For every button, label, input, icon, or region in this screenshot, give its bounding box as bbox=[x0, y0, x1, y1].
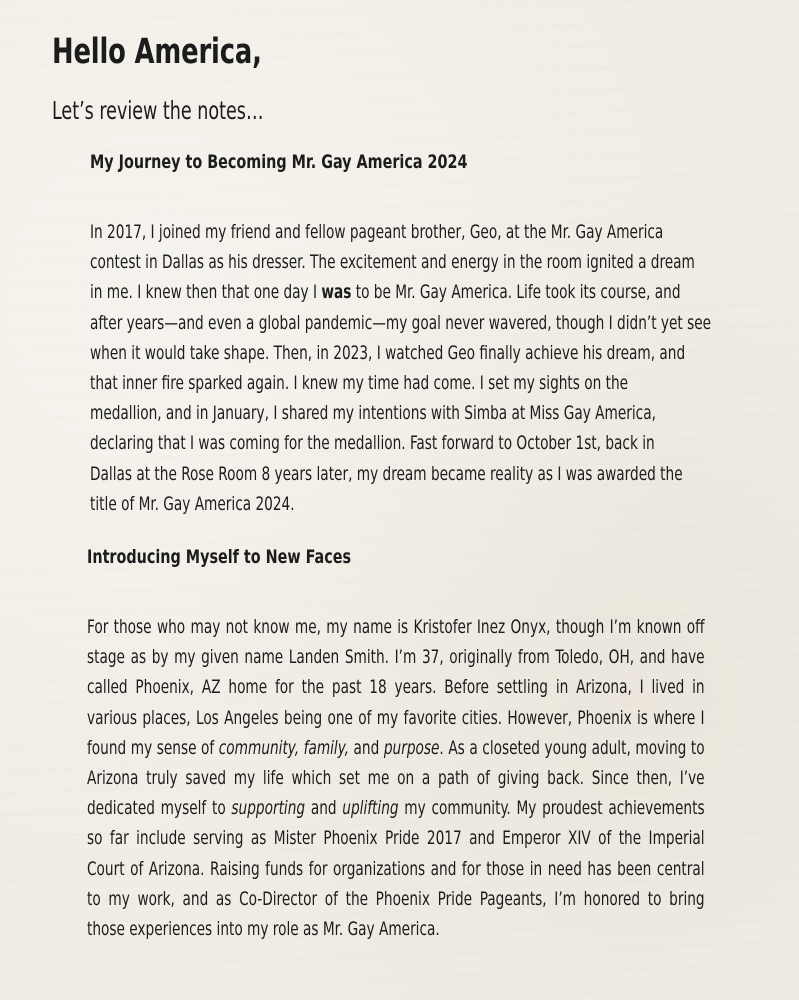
body-line: For those who may not know me, my name is Kristofer Inez Onyx, though I’m known off bbox=[87, 616, 705, 638]
body-line: when it would take shape. Then, in 2023, I watched Geo finally achieve his dream, and bbox=[90, 341, 686, 364]
section-heading-journey: My Journey to Becoming Mr. Gay America 2024 bbox=[90, 151, 468, 173]
body-line: various places, Los Angeles being one of my favorite cities. However, Phoenix is where I bbox=[87, 706, 705, 729]
section-body-introduction bbox=[87, 612, 705, 944]
emphasis-purpose: purpose bbox=[383, 736, 440, 759]
body-line: medallion, and in January, I shared my intentions with Simba at Miss Gay America, bbox=[90, 402, 656, 425]
greeting-heading: Hello America, bbox=[52, 32, 262, 72]
section-introduction bbox=[87, 546, 707, 944]
body-line: stage as by my given name Landen Smith. I’m 37, originally from Toledo, OH, and have bbox=[87, 646, 705, 669]
section-body-journey bbox=[90, 217, 722, 519]
body-line: Dallas at the Rose Room 8 years later, my dream became reality as I was awarded the bbox=[90, 462, 683, 485]
section-heading-introduction: Introducing Myself to New Faces bbox=[87, 546, 352, 568]
body-line: Arizona truly saved my life which set me on a path of giving back. Since then, I’ve bbox=[87, 767, 705, 790]
body-line: found my sense of community, family, and purpose. As a closeted young adult, moving to bbox=[87, 736, 705, 759]
body-line: in me. I knew then that one day I was to be Mr. Gay America. Life took its course, and bbox=[90, 281, 681, 304]
body-line: those experiences into my role as Mr. Gay America. bbox=[87, 918, 440, 941]
body-line: that inner fire sparked again. I knew my time had come. I set my sights on the bbox=[90, 372, 629, 395]
emphasis-uplifting: uplifting bbox=[342, 797, 399, 820]
body-line: title of Mr. Gay America 2024. bbox=[90, 492, 295, 515]
body-line: called Phoenix, AZ home for the past 18 years. Before settling in Arizona, I lived in bbox=[87, 676, 705, 699]
emphasis-supporting: supporting bbox=[231, 797, 306, 820]
body-line: In 2017, I joined my friend and fellow pageant brother, Geo, at the Mr. Gay America bbox=[90, 221, 664, 243]
body-line: contest in Dallas as his dresser. The excitement and energy in the room ignited a dream bbox=[90, 251, 695, 274]
body-line: Court of Arizona. Raising funds for organizations and for those in need has been central bbox=[87, 857, 705, 880]
body-line: declaring that I was coming for the medallion. Fast forward to October 1st, back in bbox=[90, 432, 655, 455]
emphasis-community-family: community, family, bbox=[218, 736, 349, 759]
section-journey bbox=[90, 151, 710, 519]
body-line: so far include serving as Mister Phoenix Pride 2017 and Emperor XIV of the Imperial bbox=[87, 827, 705, 850]
body-line: dedicated myself to supporting and uplifting my community. My proudest achievements bbox=[87, 797, 705, 820]
emphasis-was: was bbox=[321, 281, 352, 304]
intro-line: Let’s review the notes… bbox=[52, 96, 264, 125]
body-line: to my work, and as Co-Director of the Phoenix Pride Pageants, I’m honored to bring bbox=[87, 887, 705, 910]
body-line: after years—and even a global pandemic—my goal never wavered, though I didn’t yet see bbox=[90, 311, 712, 334]
